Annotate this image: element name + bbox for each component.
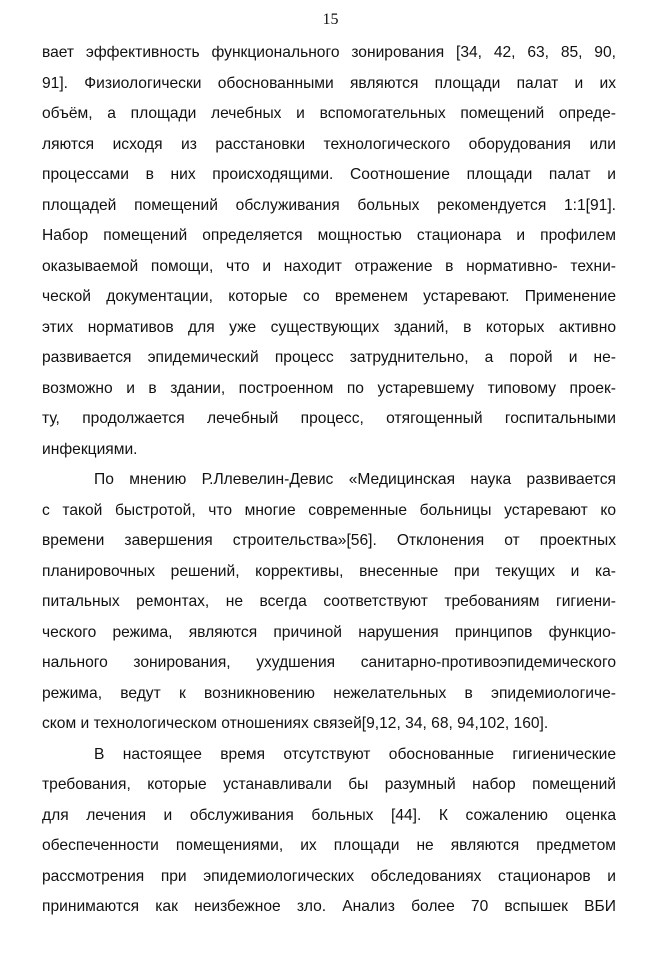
text-line: режима, ведут к возникновению нежелательных в эпидемиологиче-	[42, 684, 616, 702]
text-line: рассмотрения при эпидемиологических обследованиях стационаров и	[42, 867, 616, 885]
text-line: инфекциями.	[42, 440, 138, 458]
text-line: планировочных решений, коррективы, внесенные при текущих и ка-	[42, 562, 616, 580]
text-line: ском и технологическом отношениях связей[9,12, 34, 68, 94,102, 160].	[42, 715, 549, 732]
text-line: объём, а площади лечебных и вспомогательных помещений опреде-	[42, 105, 616, 122]
text-line: оказываемой помощи, что и находит отражение в нормативно- техни-	[42, 257, 616, 275]
text-line: ческой документации, которые со временем устаревают. Применение	[42, 288, 616, 305]
text-line: процессами в них происходящими. Соотношение площади палат и	[42, 166, 616, 183]
text-line: нального зонирования, ухудшения санитарно-противоэпидемического	[42, 654, 616, 671]
text-line: возможно и в здании, построенном по устаревшему типовому проек-	[42, 379, 616, 397]
text-line: В настоящее время отсутствуют обоснованные гигиенические	[94, 745, 616, 763]
text-line: 91]. Физиологически обоснованными являются площади палат и их	[42, 74, 616, 92]
text-line: питальных ремонтах, не всегда соответствуют требованиям гигиени-	[42, 593, 616, 610]
text-line: для лечения и обслуживания больных [44]. К сожалению оценка	[42, 806, 616, 824]
text-line: ту, продолжается лечебный процесс, отягощенный госпитальными	[42, 410, 616, 427]
body-text	[42, 38, 616, 923]
page-number: 15	[322, 11, 339, 28]
text-line: По мнению Р.Ллевелин-Девис «Медицинская наука развивается	[94, 471, 616, 488]
text-line: обеспеченности помещениями, их площади не являются предметом	[42, 837, 616, 854]
text-line: ческого режима, являются причиной нарушения принципов функцио-	[42, 623, 616, 641]
text-line: развивается эпидемический процесс затруднительно, а порой и не-	[42, 349, 616, 366]
text-line: времени завершения строительства»[56]. Отклонения от проектных	[42, 532, 616, 549]
text-line: требования, которые устанавливали бы разумный набор помещений	[42, 776, 616, 793]
text-line: с такой быстротой, что многие современные больницы устаревают ко	[42, 501, 616, 519]
text-line: принимаются как неизбежное зло. Анализ более 70 вспышек ВБИ	[42, 898, 616, 915]
text-line: площадей помещений обслуживания больных рекомендуется 1:1[91].	[42, 196, 616, 214]
text-line: вает эффективность функционального зонирования [34, 42, 63, 85, 90,	[42, 44, 616, 61]
text-line: этих нормативов для уже существующих зданий, в которых активно	[42, 318, 616, 336]
text-line: ляются исходя из расстановки технологического оборудования или	[42, 135, 616, 153]
text-line: Набор помещений определяется мощностью стационара и профилем	[42, 227, 616, 244]
